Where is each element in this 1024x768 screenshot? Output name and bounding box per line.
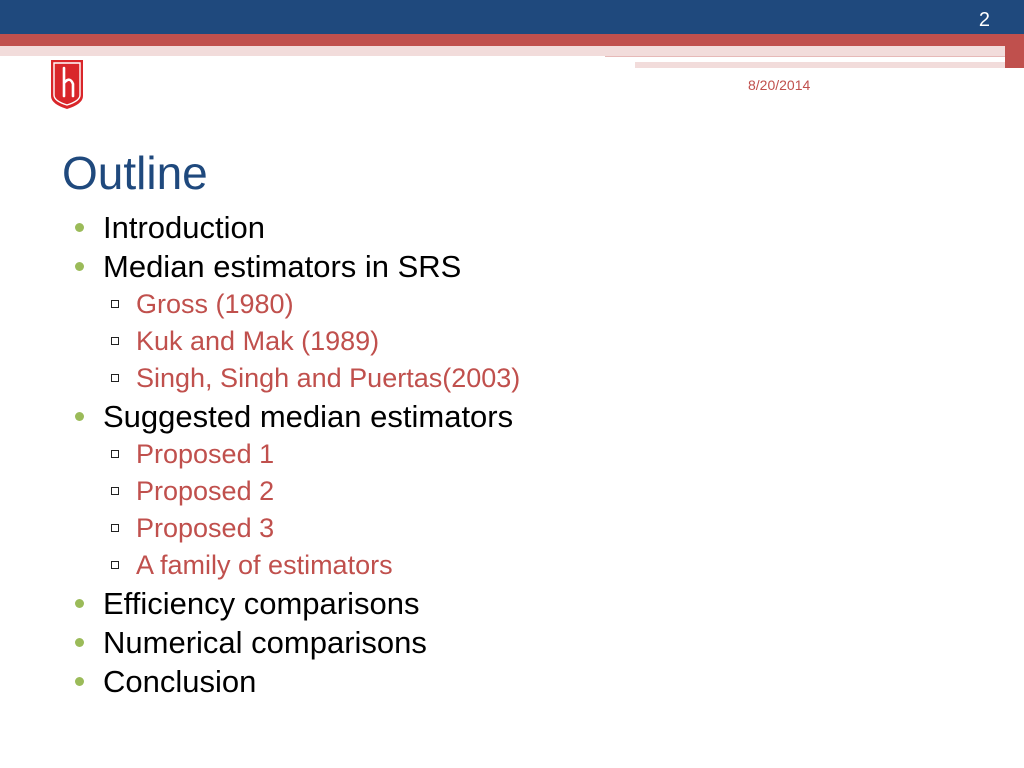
outline-sub-item-label: Proposed 3 bbox=[136, 513, 275, 543]
outline-sub-item bbox=[0, 323, 520, 360]
slide-date: 8/20/2014 bbox=[748, 77, 811, 93]
outline-sub-item-label: A family of estimators bbox=[136, 550, 393, 580]
outline-sub-item-label: Singh, Singh and Puertas(2003) bbox=[136, 363, 521, 393]
outline-sub-item bbox=[0, 436, 520, 473]
outline-list bbox=[0, 208, 520, 701]
bullet-dot-icon bbox=[75, 412, 84, 421]
outline-sub-item-label: Proposed 2 bbox=[136, 476, 275, 506]
outline-item bbox=[0, 397, 520, 436]
outline-sub-item-label: Kuk and Mak (1989) bbox=[136, 326, 380, 356]
outline-item-label: Efficiency comparisons bbox=[103, 586, 420, 621]
bullet-dot-icon bbox=[75, 677, 84, 686]
outline-sub-item bbox=[0, 473, 520, 510]
outline-sub-item bbox=[0, 547, 520, 584]
bullet-square-icon bbox=[111, 300, 119, 308]
outline-item bbox=[0, 584, 520, 623]
page-title: Outline bbox=[62, 147, 208, 199]
header-stripe-line bbox=[605, 56, 1005, 61]
bullet-square-icon bbox=[111, 450, 119, 458]
university-logo-icon bbox=[48, 58, 86, 110]
outline-item-label: Suggested median estimators bbox=[103, 399, 514, 434]
outline-item-label: Conclusion bbox=[103, 664, 257, 699]
outline-sub-item bbox=[0, 510, 520, 547]
bullet-square-icon bbox=[111, 487, 119, 495]
slide-number: 2 bbox=[978, 9, 990, 31]
outline-sub-item bbox=[0, 360, 520, 397]
header-corner-tab bbox=[1005, 46, 1024, 68]
outline-item-label: Numerical comparisons bbox=[103, 625, 427, 660]
header-stripe-lower bbox=[635, 62, 1005, 68]
header-accent-bar bbox=[0, 34, 1024, 46]
bullet-square-icon bbox=[111, 561, 119, 569]
bullet-square-icon bbox=[111, 337, 119, 345]
outline-item bbox=[0, 247, 520, 286]
outline-item bbox=[0, 623, 520, 662]
header-stripe bbox=[0, 46, 1005, 56]
header-bar bbox=[0, 0, 1024, 34]
outline-item bbox=[0, 208, 520, 247]
bullet-square-icon bbox=[111, 374, 119, 382]
outline-item-label: Median estimators in SRS bbox=[103, 249, 462, 284]
bullet-dot-icon bbox=[75, 599, 84, 608]
outline-sub-item-label: Proposed 1 bbox=[136, 439, 275, 469]
outline-item bbox=[0, 662, 520, 701]
outline-item-label: Introduction bbox=[103, 210, 265, 245]
outline-sub-item-label: Gross (1980) bbox=[136, 289, 294, 319]
bullet-square-icon bbox=[111, 524, 119, 532]
outline-sub-item bbox=[0, 286, 520, 323]
bullet-dot-icon bbox=[75, 223, 84, 232]
bullet-dot-icon bbox=[75, 638, 84, 647]
bullet-dot-icon bbox=[75, 262, 84, 271]
